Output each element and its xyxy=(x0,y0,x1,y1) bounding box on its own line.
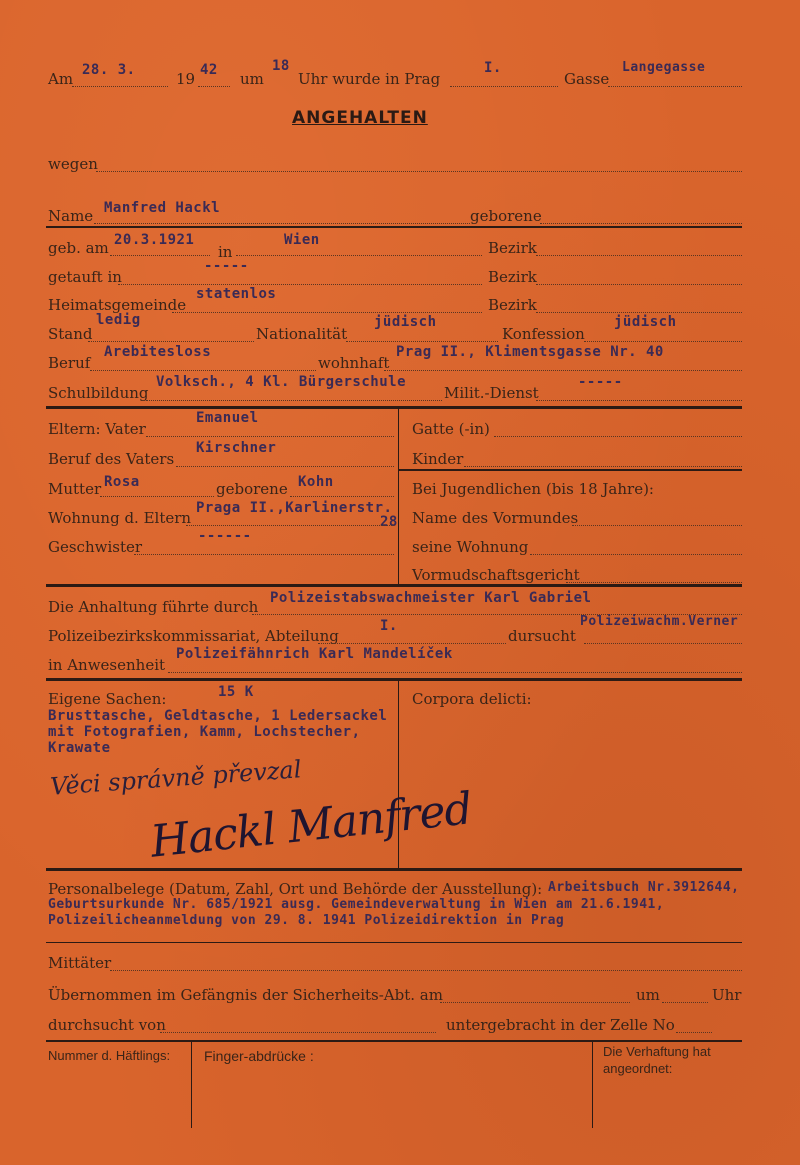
schul-label: Schulbildung xyxy=(48,384,149,402)
durch-label: Die Anhaltung führte durch xyxy=(48,598,259,616)
footer-divider-2 xyxy=(592,1042,593,1128)
anwesenheit-line xyxy=(168,672,742,673)
finger-label: Finger-abdrücke : xyxy=(204,1048,314,1064)
year-prefix: 19 xyxy=(176,70,196,88)
vater-value: Emanuel xyxy=(196,410,259,426)
wegen-line xyxy=(96,171,742,172)
footer-divider-1 xyxy=(191,1042,192,1128)
footer-box-rule xyxy=(46,1040,742,1042)
wegen-label: wegen xyxy=(48,155,98,173)
name-label: Name xyxy=(48,207,94,225)
documents-value-1: Arbeitsbuch Nr.3912644, xyxy=(548,880,740,895)
vormund-wohnung-label: seine Wohnung xyxy=(412,538,529,556)
beruf-vater-value: Kirschner xyxy=(196,440,277,456)
geschwister-label: Geschwister xyxy=(48,538,143,556)
gasse-value: Langegasse xyxy=(622,60,706,75)
bezirk-label-3: Bezirk xyxy=(488,296,537,314)
beruf-label: Beruf xyxy=(48,354,91,372)
bezirk-label-1: Bezirk xyxy=(488,239,537,257)
mittaeter-line xyxy=(110,970,742,971)
wohnhaft-value: Prag II., Klimentsgasse Nr. 40 xyxy=(396,344,664,360)
verhaftung-label-1: Die Verhaftung hat xyxy=(603,1044,711,1059)
wohnhaft-label: wohnhaft xyxy=(318,354,390,372)
nationalitaet-label: Nationalität xyxy=(256,325,348,343)
um-label: um xyxy=(240,70,264,88)
jugend-label: Bei Jugendlichen (bis 18 Jahre): xyxy=(412,480,654,498)
vater-label: Eltern: Vater xyxy=(48,420,146,438)
documents-value-2: Geburtsurkunde Nr. 685/1921 ausg. Gemeindeverwaltung in Wien am 21.6.1941, xyxy=(48,897,665,912)
mittaeter-label: Mittäter xyxy=(48,954,112,972)
verhaftung-label-2: angeordnet: xyxy=(603,1061,673,1076)
heimat-label: Heimatsgemeinde xyxy=(48,296,187,314)
signature: Hackl Manfred xyxy=(148,783,474,868)
konfession-line xyxy=(584,341,742,342)
abteilung-line xyxy=(318,643,506,644)
gericht-line xyxy=(566,582,742,583)
name-rule xyxy=(46,226,742,228)
heimat-line xyxy=(172,312,482,313)
zelle-line xyxy=(676,1032,712,1033)
date-line xyxy=(72,86,168,87)
milit-label: Milit.-Dienst xyxy=(444,384,539,402)
bezirk-label-2: Bezirk xyxy=(488,268,537,286)
district-line xyxy=(450,86,558,87)
vormund-line xyxy=(572,525,742,526)
getauft-line xyxy=(118,284,482,285)
durchsucht-line xyxy=(160,1032,436,1033)
schul-value: Volksch., 4 Kl. Bürgerschule xyxy=(156,374,407,390)
mutter-geborene-value: Kohn xyxy=(298,474,334,490)
in-value: Wien xyxy=(284,232,320,248)
haeftling-label: Nummer d. Häftlings: xyxy=(48,1048,171,1063)
vormund-label: Name des Vormundes xyxy=(412,509,579,527)
name-value: Manfred Hackl xyxy=(104,200,221,216)
geschwister-value: ------ xyxy=(198,528,252,544)
eigene-label: Eigene Sachen: xyxy=(48,690,167,708)
corpora-label: Corpora delicti: xyxy=(412,690,532,708)
documents-label: Personalbelege (Datum, Zahl, Ort und Behörde der Ausstellung): xyxy=(48,880,543,898)
heimat-value: statenlos xyxy=(196,286,277,302)
untergebracht-label: untergebracht in der Zelle No xyxy=(446,1016,675,1034)
dursucht-label: dursucht xyxy=(508,627,576,645)
belongings-line-2: mit Fotografien, Kamm, Lochstecher, xyxy=(48,724,361,740)
am-label: Am xyxy=(48,70,74,88)
geb-am-line xyxy=(110,255,210,256)
bezirk-line-1 xyxy=(536,255,742,256)
durchsucht-label: durchsucht von xyxy=(48,1016,166,1034)
stand-label: Stand xyxy=(48,325,93,343)
gatte-label: Gatte (-in) xyxy=(412,420,490,438)
beruf-value: Arebitesloss xyxy=(104,344,212,360)
belongings-line-3: Krawate xyxy=(48,740,111,756)
kinder-line xyxy=(464,466,742,467)
beruf-vater-label: Beruf des Vaters xyxy=(48,450,175,468)
geborene-label: geborene xyxy=(470,207,542,225)
gericht-label: Vormudschaftsgericht xyxy=(412,566,580,584)
amount-value: 15 K xyxy=(218,684,254,700)
durch-value: Polizeistabswachmeister Karl Gabriel xyxy=(270,590,592,606)
year-value: 42 xyxy=(200,62,218,78)
gasse-line xyxy=(608,86,742,87)
beruf-vater-line xyxy=(176,466,394,467)
schul-line xyxy=(146,400,442,401)
handwritten-note: Věci správně převzal xyxy=(49,755,303,801)
mutter-geborene-line xyxy=(290,496,394,497)
uebernommen-line xyxy=(440,1002,630,1003)
uebernommen-label: Übernommen im Gefängnis der Sicherheits-Abt. am xyxy=(48,986,443,1004)
mutter-geborene-label: geborene xyxy=(216,480,288,498)
date-value: 28. 3. xyxy=(82,62,136,78)
nationalitaet-line xyxy=(346,341,498,342)
konfession-value: jüdisch xyxy=(614,314,677,330)
district-value: I. xyxy=(484,60,502,76)
form-title: ANGEHALTEN xyxy=(292,108,428,128)
section-rule-belongings xyxy=(46,678,742,681)
documents-rule xyxy=(46,942,742,943)
milit-value: ----- xyxy=(578,374,623,390)
mutter-label: Mutter xyxy=(48,480,102,498)
geb-am-value: 20.3.1921 xyxy=(114,232,195,248)
gatte-line xyxy=(494,436,742,437)
milit-line xyxy=(536,400,742,401)
geborene-line xyxy=(540,223,742,224)
vormund-wohnung-line xyxy=(530,554,742,555)
section-rule-arrest xyxy=(46,584,742,587)
beruf-line xyxy=(90,370,316,371)
kommissariat-label: Polizeibezirkskommissariat, Abteilung xyxy=(48,627,339,645)
stand-line xyxy=(88,341,254,342)
jugend-top-rule xyxy=(398,469,742,471)
belongings-line-1: Brusttasche, Geldtasche, 1 Ledersackel xyxy=(48,708,388,724)
section-rule-documents xyxy=(46,868,742,871)
dursucht-line xyxy=(584,643,742,644)
geb-am-label: geb. am xyxy=(48,239,109,257)
geschwister-line xyxy=(134,554,394,555)
mutter-line xyxy=(100,496,214,497)
year-line xyxy=(198,86,230,87)
nationalitaet-value: jüdisch xyxy=(374,314,437,330)
documents-value-3: Polizeilicheanmeldung von 29. 8. 1941 Polizeidirektion in Prag xyxy=(48,913,565,928)
in-line xyxy=(236,255,482,256)
gasse-label: Gasse xyxy=(564,70,610,88)
abteilung-value: I. xyxy=(380,618,398,634)
kinder-label: Kinder xyxy=(412,450,464,468)
wohnung-number: 28 xyxy=(380,514,398,530)
uhr-label-footer: Uhr xyxy=(712,986,742,1004)
wohnhaft-line xyxy=(384,370,742,371)
stand-value: ledig xyxy=(96,312,141,328)
vater-line xyxy=(146,436,394,437)
getauft-value: ----- xyxy=(204,258,249,274)
mutter-value: Rosa xyxy=(104,474,140,490)
family-divider xyxy=(398,408,399,584)
name-line xyxy=(94,223,470,224)
wohnung-label: Wohnung d. Eltern xyxy=(48,509,192,527)
um-line-footer xyxy=(662,1002,708,1003)
uhr-text: Uhr wurde in Prag xyxy=(298,70,441,88)
bezirk-line-2 xyxy=(536,284,742,285)
wohnung-value: Praga II.,Karlinerstr. xyxy=(196,500,393,516)
bezirk-line-3 xyxy=(536,312,742,313)
getauft-label: getauft in xyxy=(48,268,122,286)
wohnung-line xyxy=(186,525,394,526)
section-rule-family xyxy=(46,406,742,409)
dursucht-value: Polizeiwachm.Verner xyxy=(580,614,739,629)
anwesenheit-label: in Anwesenheit xyxy=(48,656,166,674)
in-label: in xyxy=(218,243,233,261)
um-label-footer: um xyxy=(636,986,660,1004)
anwesenheit-value: Polizeifähnrich Karl Mandelíček xyxy=(176,646,453,662)
konfession-label: Konfession xyxy=(502,325,585,343)
hour-value: 18 xyxy=(272,58,290,74)
